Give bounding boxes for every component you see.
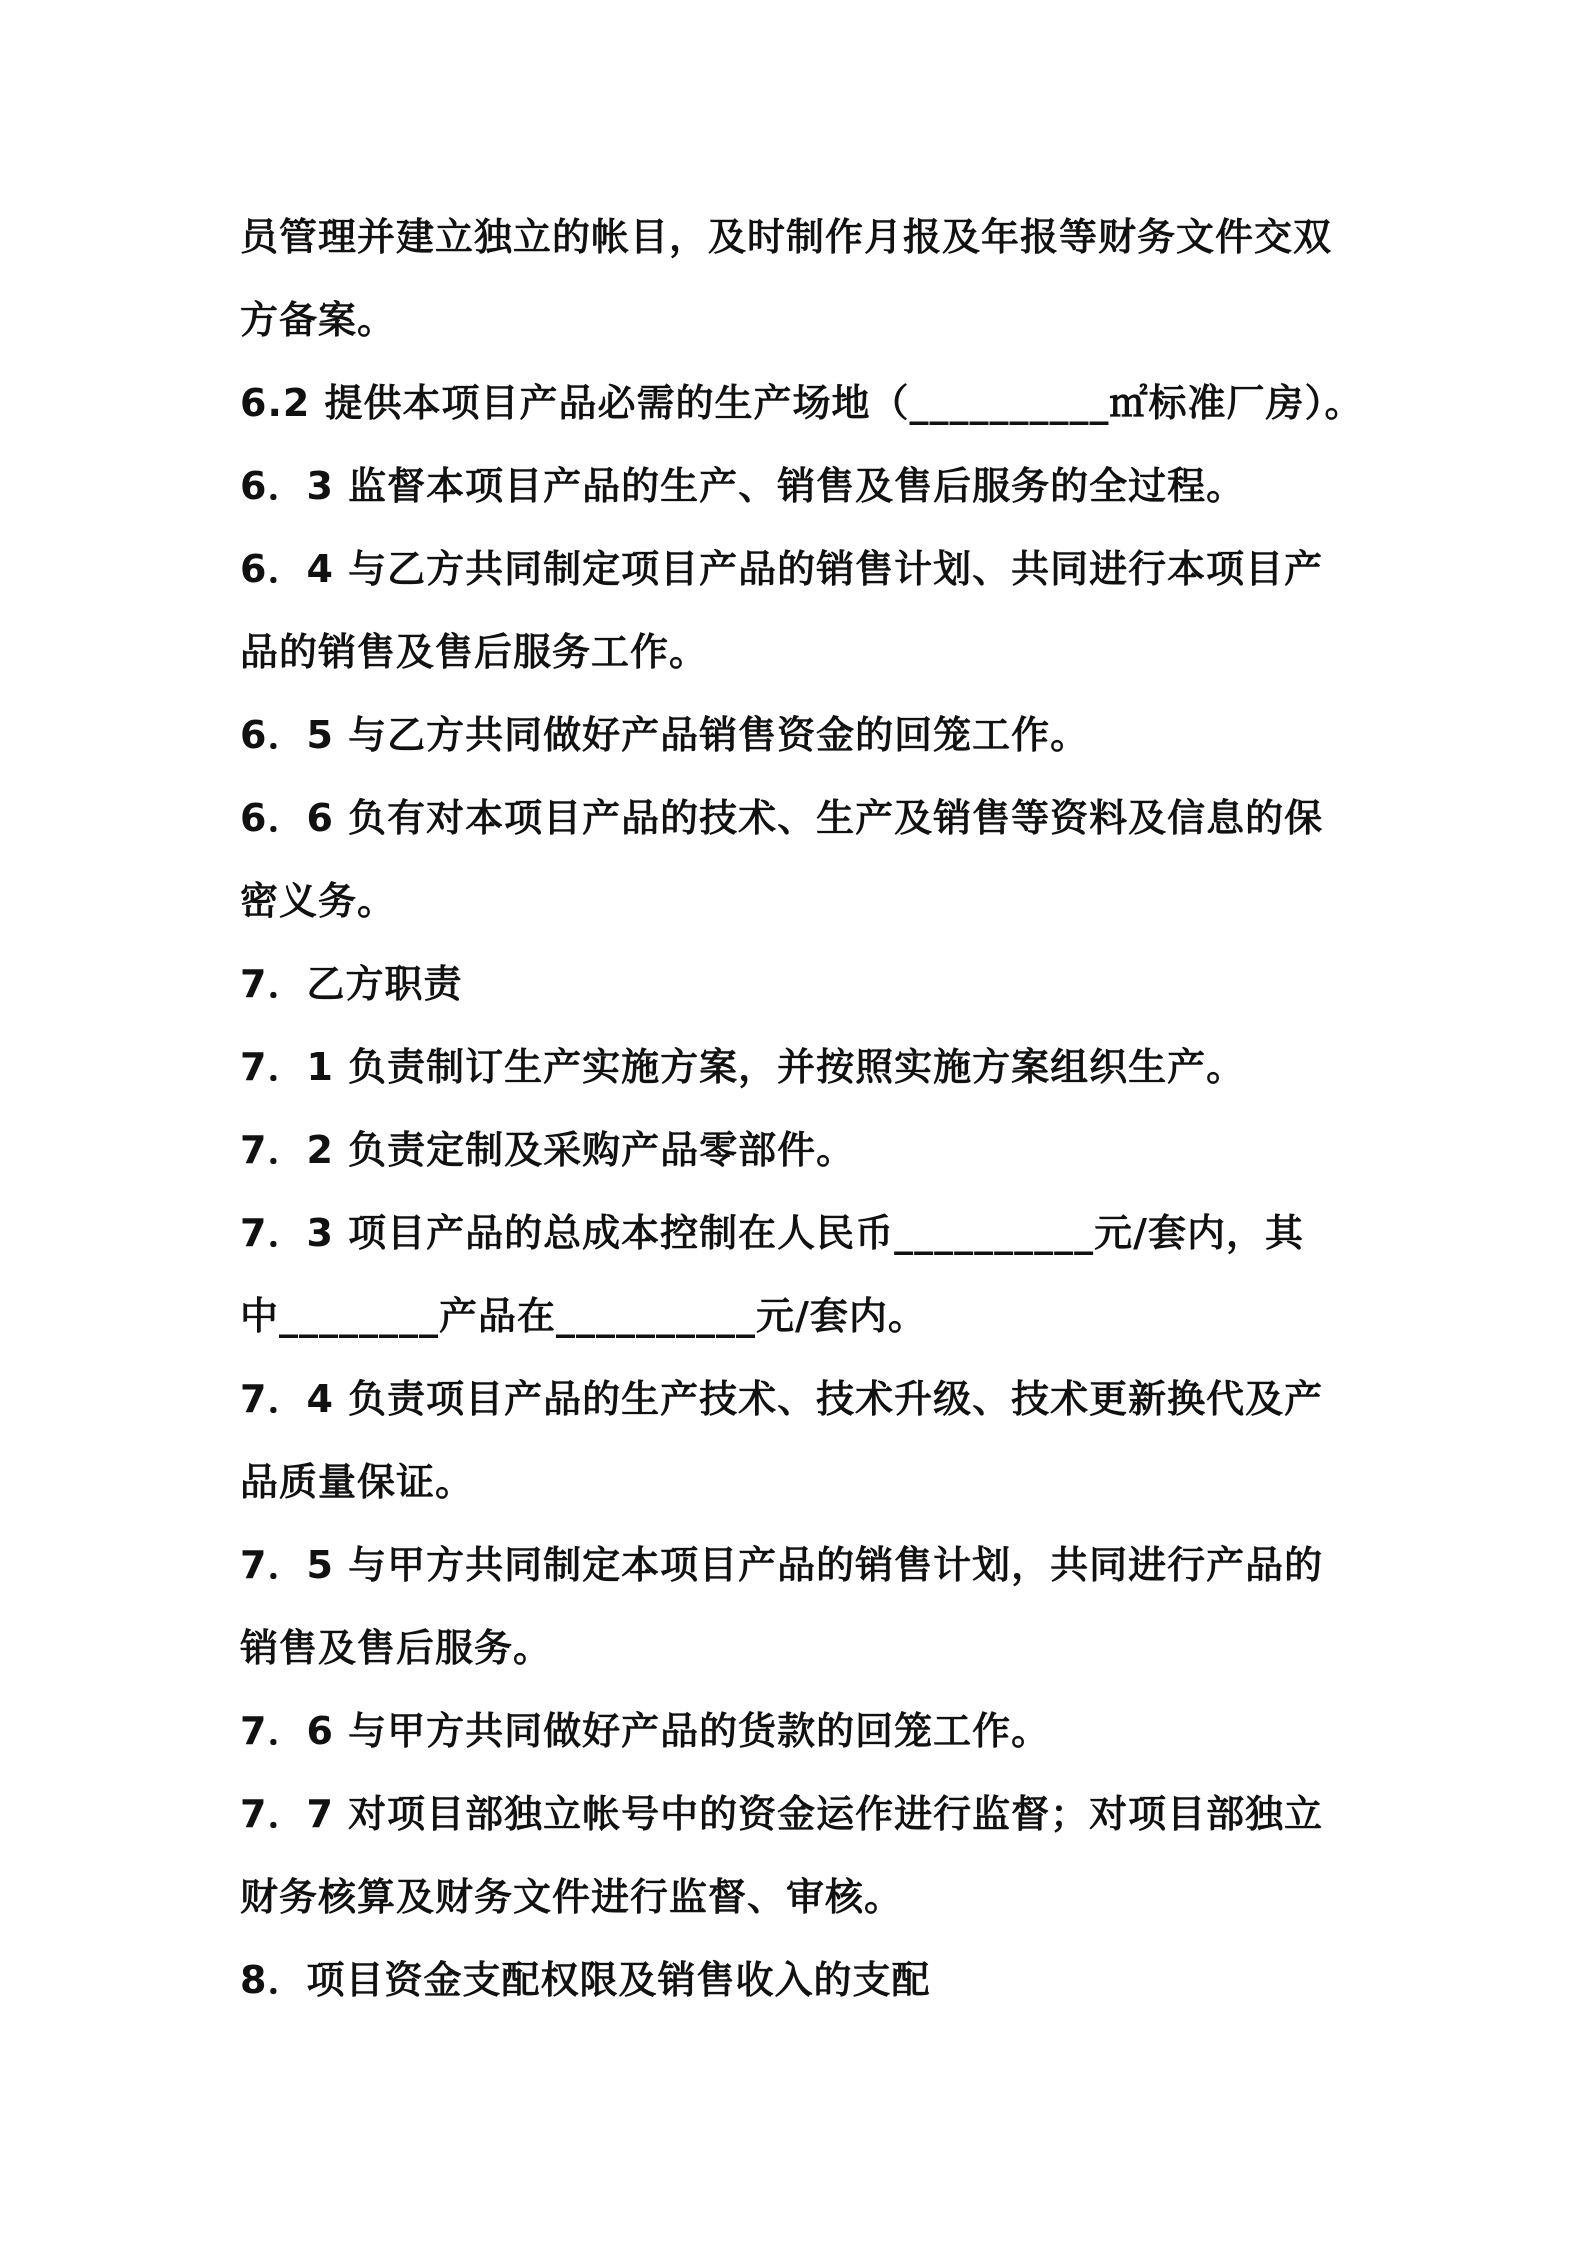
text-line: 7．1 负责制订生产实施方案，并按照实施方案组织生产。 [240, 1045, 1246, 1089]
text-line: 6．5 与乙方共同做好产品销售资金的回笼工作。 [240, 713, 1090, 757]
text-line: 6.2 提供本项目产品必需的生产场地（__________㎡标准厂房）。 [240, 381, 1364, 425]
document-body [240, 196, 1380, 2022]
text-line: 财务核算及财务文件进行监督、审核。 [240, 1875, 904, 1919]
text-line: 6．6 负有对本项目产品的技术、生产及销售等资料及信息的保 [240, 796, 1324, 840]
text-line: 7．3 项目产品的总成本控制在人民币__________元/套内，其 [240, 1211, 1304, 1255]
text-line: 6．4 与乙方共同制定项目产品的销售计划、共同进行本项目产 [240, 547, 1324, 591]
section-heading: 7．乙方职责 [240, 962, 463, 1006]
text-line: 密义务。 [240, 879, 397, 923]
text-line: 品的销售及售后服务工作。 [240, 630, 709, 674]
text-line: 品质量保证。 [240, 1460, 475, 1504]
text-line: 中________产品在__________元/套内。 [240, 1294, 927, 1338]
text-line: 方备案。 [240, 298, 397, 342]
text-line: 7．6 与甲方共同做好产品的货款的回笼工作。 [240, 1709, 1051, 1753]
text-line: 员管理并建立独立的帐目，及时制作月报及年报等财务文件交双 [240, 215, 1333, 259]
section-heading: 8．项目资金支配权限及销售收入的支配 [240, 1958, 931, 2002]
text-line: 7．7 对项目部独立帐号中的资金运作进行监督；对项目部独立 [240, 1792, 1324, 1836]
text-line: 销售及售后服务。 [240, 1626, 553, 1670]
text-line: 6．3 监督本项目产品的生产、销售及售后服务的全过程。 [240, 464, 1246, 508]
text-line: 7．4 负责项目产品的生产技术、技术升级、技术更新换代及产 [240, 1377, 1324, 1421]
text-line: 7．2 负责定制及采购产品零部件。 [240, 1128, 856, 1172]
text-line: 7．5 与甲方共同制定本项目产品的销售计划，共同进行产品的 [240, 1543, 1324, 1587]
